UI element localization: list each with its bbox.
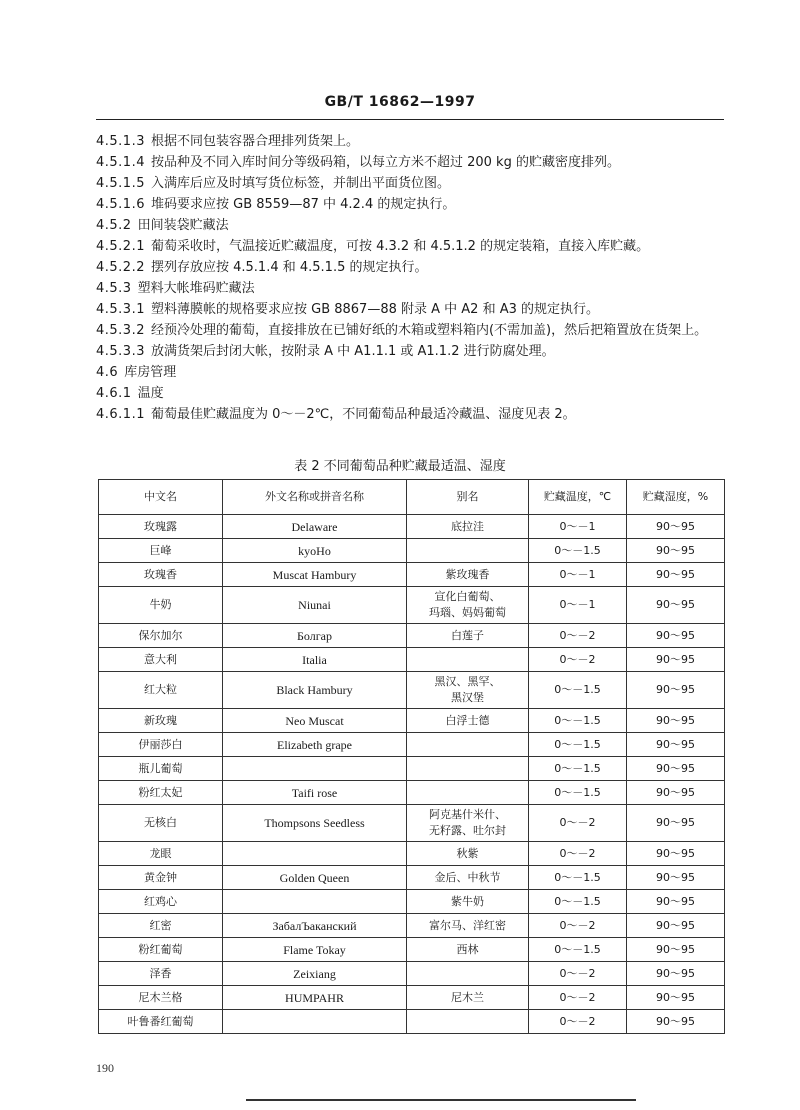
cell-storage-temp: 0～－1.5: [529, 539, 627, 563]
cell-alias: [407, 781, 529, 805]
cell-alias: 白浮士德: [407, 709, 529, 733]
cell-storage-temp: 0～－1.5: [529, 781, 627, 805]
cell-storage-humidity: 90～95: [627, 539, 725, 563]
cell-storage-temp: 0～－1.5: [529, 672, 627, 709]
cell-foreign-name: Delaware: [223, 515, 407, 539]
table-row: [99, 805, 725, 842]
cell-storage-humidity: 90～95: [627, 624, 725, 648]
header-divider: [96, 119, 724, 120]
cell-chinese-name: 尼木兰格: [99, 986, 223, 1010]
cell-storage-humidity: 90～95: [627, 648, 725, 672]
table-row: [99, 986, 725, 1010]
clause-text: 田间装袋贮藏法: [137, 218, 229, 233]
clause-number: 4.5.1.5: [96, 176, 145, 191]
cell-storage-humidity: 90～95: [627, 866, 725, 890]
table-row: [99, 842, 725, 866]
table-row: [99, 563, 725, 587]
cell-chinese-name: 红大粒: [99, 672, 223, 709]
cell-foreign-name: [223, 842, 407, 866]
cell-storage-humidity: 90～95: [627, 805, 725, 842]
clause-text: 根据不同包装容器合理排列货架上。: [150, 134, 359, 149]
paragraph: [96, 131, 724, 152]
clause-text: 按品种及不同入库时间分等级码箱，以每立方米不超过 200 kg 的贮藏密度排列。: [150, 155, 620, 170]
table-row: [99, 914, 725, 938]
cell-chinese-name: 玫瑰香: [99, 563, 223, 587]
clause-number: 4.5.1.4: [96, 155, 145, 170]
table-row: [99, 1010, 725, 1034]
cell-storage-temp: 0～－2: [529, 962, 627, 986]
cell-storage-humidity: 90～95: [627, 515, 725, 539]
clause-number: 4.6.1: [96, 386, 132, 401]
cell-storage-temp: 0～－1.5: [529, 709, 627, 733]
table-row: [99, 866, 725, 890]
cell-foreign-name: HUMPAHR: [223, 986, 407, 1010]
cell-alias: [407, 962, 529, 986]
cell-foreign-name: [223, 757, 407, 781]
clause-text: 经预冷处理的葡萄，直接排放在已铺好纸的木箱或塑料箱内(不需加盖)，然后把箱置放在货架上。: [150, 323, 708, 338]
table-row: [99, 515, 725, 539]
cell-storage-temp: 0～－2: [529, 986, 627, 1010]
clause-number: 4.5.3: [96, 281, 132, 296]
cell-foreign-name: [223, 890, 407, 914]
table-row: [99, 648, 725, 672]
cell-alias: [407, 733, 529, 757]
clause-text: 温度: [137, 386, 164, 401]
bottom-divider: [246, 1099, 636, 1101]
table-row: [99, 962, 725, 986]
cell-storage-temp: 0～－1.5: [529, 938, 627, 962]
table-row: [99, 890, 725, 914]
cell-chinese-name: 红鸡心: [99, 890, 223, 914]
cell-storage-temp: 0～－2: [529, 842, 627, 866]
cell-foreign-name: Muscat Hambury: [223, 563, 407, 587]
cell-alias: 黑汉、黑罕、 黑汉堡: [407, 672, 529, 709]
table-row: [99, 781, 725, 805]
paragraph: [96, 194, 724, 215]
cell-storage-humidity: 90～95: [627, 587, 725, 624]
cell-chinese-name: 红密: [99, 914, 223, 938]
cell-foreign-name: Thompsons Seedless: [223, 805, 407, 842]
cell-chinese-name: 巨峰: [99, 539, 223, 563]
cell-chinese-name: 保尔加尔: [99, 624, 223, 648]
cell-chinese-name: 粉红太妃: [99, 781, 223, 805]
clause-number: 4.6.1.1: [96, 407, 145, 422]
cell-storage-temp: 0～－1: [529, 515, 627, 539]
cell-storage-humidity: 90～95: [627, 938, 725, 962]
paragraph: [96, 320, 724, 341]
clause-number: 4.5.1.6: [96, 197, 145, 212]
cell-foreign-name: Болгар: [223, 624, 407, 648]
paragraph: [96, 215, 724, 236]
cell-alias: 西林: [407, 938, 529, 962]
paragraph: [96, 362, 724, 383]
cell-chinese-name: 粉红葡萄: [99, 938, 223, 962]
cell-storage-temp: 0～－2: [529, 805, 627, 842]
header-storage-humidity: 贮藏湿度，%: [627, 480, 725, 515]
cell-alias: 底拉洼: [407, 515, 529, 539]
cell-storage-humidity: 90～95: [627, 842, 725, 866]
cell-storage-humidity: 90～95: [627, 672, 725, 709]
paragraph: [96, 257, 724, 278]
header-foreign-name: 外文名称或拼音名称: [223, 480, 407, 515]
clause-number: 4.5.2: [96, 218, 132, 233]
cell-storage-humidity: 90～95: [627, 914, 725, 938]
cell-foreign-name: kyoHo: [223, 539, 407, 563]
table-row: [99, 539, 725, 563]
body-text: [96, 131, 724, 425]
cell-alias: 紫玫瑰香: [407, 563, 529, 587]
paragraph: [96, 404, 724, 425]
cell-alias: 阿克基什米什、 无籽露、吐尔封: [407, 805, 529, 842]
table-row: [99, 672, 725, 709]
cell-storage-temp: 0～－1.5: [529, 866, 627, 890]
clause-text: 库房管理: [124, 365, 177, 380]
clause-text: 塑料薄膜帐的规格要求应按 GB 8867—88 附录 A 中 A2 和 A3 的规定执行。: [150, 302, 600, 317]
cell-storage-humidity: 90～95: [627, 962, 725, 986]
paragraph: [96, 152, 724, 173]
table-row: [99, 587, 725, 624]
cell-storage-humidity: 90～95: [627, 781, 725, 805]
clause-number: 4.6: [96, 365, 119, 380]
clause-number: 4.5.3.2: [96, 323, 145, 338]
cell-storage-temp: 0～－1.5: [529, 757, 627, 781]
table-row: [99, 709, 725, 733]
cell-storage-humidity: 90～95: [627, 733, 725, 757]
cell-chinese-name: 伊丽莎白: [99, 733, 223, 757]
cell-storage-temp: 0～－1: [529, 587, 627, 624]
table-row: [99, 757, 725, 781]
cell-chinese-name: 无核白: [99, 805, 223, 842]
clause-text: 葡萄采收时，气温接近贮藏温度，可按 4.3.2 和 4.5.1.2 的规定装箱，直接入库贮藏。: [150, 239, 650, 254]
header-storage-temp: 贮藏温度，℃: [529, 480, 627, 515]
cell-alias: [407, 757, 529, 781]
cell-alias: 尼木兰: [407, 986, 529, 1010]
cell-chinese-name: 意大利: [99, 648, 223, 672]
page-number: 190: [96, 1061, 114, 1075]
cell-foreign-name: Neo Muscat: [223, 709, 407, 733]
cell-foreign-name: Elizabeth grape: [223, 733, 407, 757]
clause-number: 4.5.2.1: [96, 239, 145, 254]
clause-number: 4.5.3.1: [96, 302, 145, 317]
cell-chinese-name: 泽香: [99, 962, 223, 986]
cell-foreign-name: Italia: [223, 648, 407, 672]
cell-foreign-name: Flame Tokay: [223, 938, 407, 962]
cell-alias: [407, 648, 529, 672]
cell-storage-humidity: 90～95: [627, 709, 725, 733]
clause-text: 堆码要求应按 GB 8559—87 中 4.2.4 的规定执行。: [150, 197, 456, 212]
paragraph: [96, 236, 724, 257]
clause-number: 4.5.1.3: [96, 134, 145, 149]
table-row: [99, 624, 725, 648]
cell-storage-temp: 0～－2: [529, 914, 627, 938]
cell-foreign-name: Zeixiang: [223, 962, 407, 986]
table-header-row: [99, 480, 725, 515]
clause-text: 放满货架后封闭大帐，按附录 A 中 A1.1.1 或 A1.1.2 进行防腐处理。: [150, 344, 555, 359]
cell-storage-temp: 0～－1: [529, 563, 627, 587]
clause-text: 摆列存放应按 4.5.1.4 和 4.5.1.5 的规定执行。: [150, 260, 428, 275]
cell-storage-humidity: 90～95: [627, 1010, 725, 1034]
cell-alias: 秋紫: [407, 842, 529, 866]
cell-chinese-name: 玫瑰露: [99, 515, 223, 539]
cell-chinese-name: 牛奶: [99, 587, 223, 624]
cell-chinese-name: 龙眼: [99, 842, 223, 866]
clause-number: 4.5.2.2: [96, 260, 145, 275]
cell-storage-humidity: 90～95: [627, 757, 725, 781]
cell-alias: 金后、中秋节: [407, 866, 529, 890]
cell-chinese-name: 瓶儿葡萄: [99, 757, 223, 781]
standard-header: GB/T 16862—1997: [324, 94, 476, 110]
cell-chinese-name: 黄金钟: [99, 866, 223, 890]
paragraph: [96, 341, 724, 362]
cell-storage-temp: 0～－1.5: [529, 890, 627, 914]
cell-storage-humidity: 90～95: [627, 563, 725, 587]
grape-storage-table: [98, 479, 725, 1034]
table-row: [99, 938, 725, 962]
table-row: [99, 733, 725, 757]
cell-foreign-name: Taifi rose: [223, 781, 407, 805]
cell-foreign-name: Niunai: [223, 587, 407, 624]
cell-storage-temp: 0～－2: [529, 648, 627, 672]
cell-foreign-name: ЗабалЪаканский: [223, 914, 407, 938]
cell-alias: 白莲子: [407, 624, 529, 648]
clause-text: 葡萄最佳贮藏温度为 0～－2℃，不同葡萄品种最适冷藏温、湿度见表 2。: [150, 407, 576, 422]
header-chinese-name: 中文名: [99, 480, 223, 515]
paragraph: [96, 278, 724, 299]
header-alias: 别名: [407, 480, 529, 515]
table-title: 表 2 不同葡萄品种贮藏最适温、湿度: [294, 459, 506, 474]
cell-chinese-name: 叶鲁番红葡萄: [99, 1010, 223, 1034]
cell-storage-humidity: 90～95: [627, 890, 725, 914]
cell-foreign-name: [223, 1010, 407, 1034]
cell-alias: [407, 1010, 529, 1034]
cell-foreign-name: Golden Queen: [223, 866, 407, 890]
cell-chinese-name: 新玫瑰: [99, 709, 223, 733]
cell-storage-temp: 0～－2: [529, 1010, 627, 1034]
cell-alias: 富尔马、洋红密: [407, 914, 529, 938]
cell-alias: 紫牛奶: [407, 890, 529, 914]
cell-foreign-name: Black Hambury: [223, 672, 407, 709]
paragraph: [96, 173, 724, 194]
clause-text: 入满库后应及时填写货位标签，并制出平面货位图。: [150, 176, 450, 191]
clause-number: 4.5.3.3: [96, 344, 145, 359]
cell-storage-temp: 0～－2: [529, 624, 627, 648]
clause-text: 塑料大帐堆码贮藏法: [137, 281, 255, 296]
cell-storage-temp: 0～－1.5: [529, 733, 627, 757]
cell-alias: [407, 539, 529, 563]
cell-storage-humidity: 90～95: [627, 986, 725, 1010]
paragraph: [96, 299, 724, 320]
paragraph: [96, 383, 724, 404]
cell-alias: 宣化白葡萄、 玛瑙、妈妈葡萄: [407, 587, 529, 624]
